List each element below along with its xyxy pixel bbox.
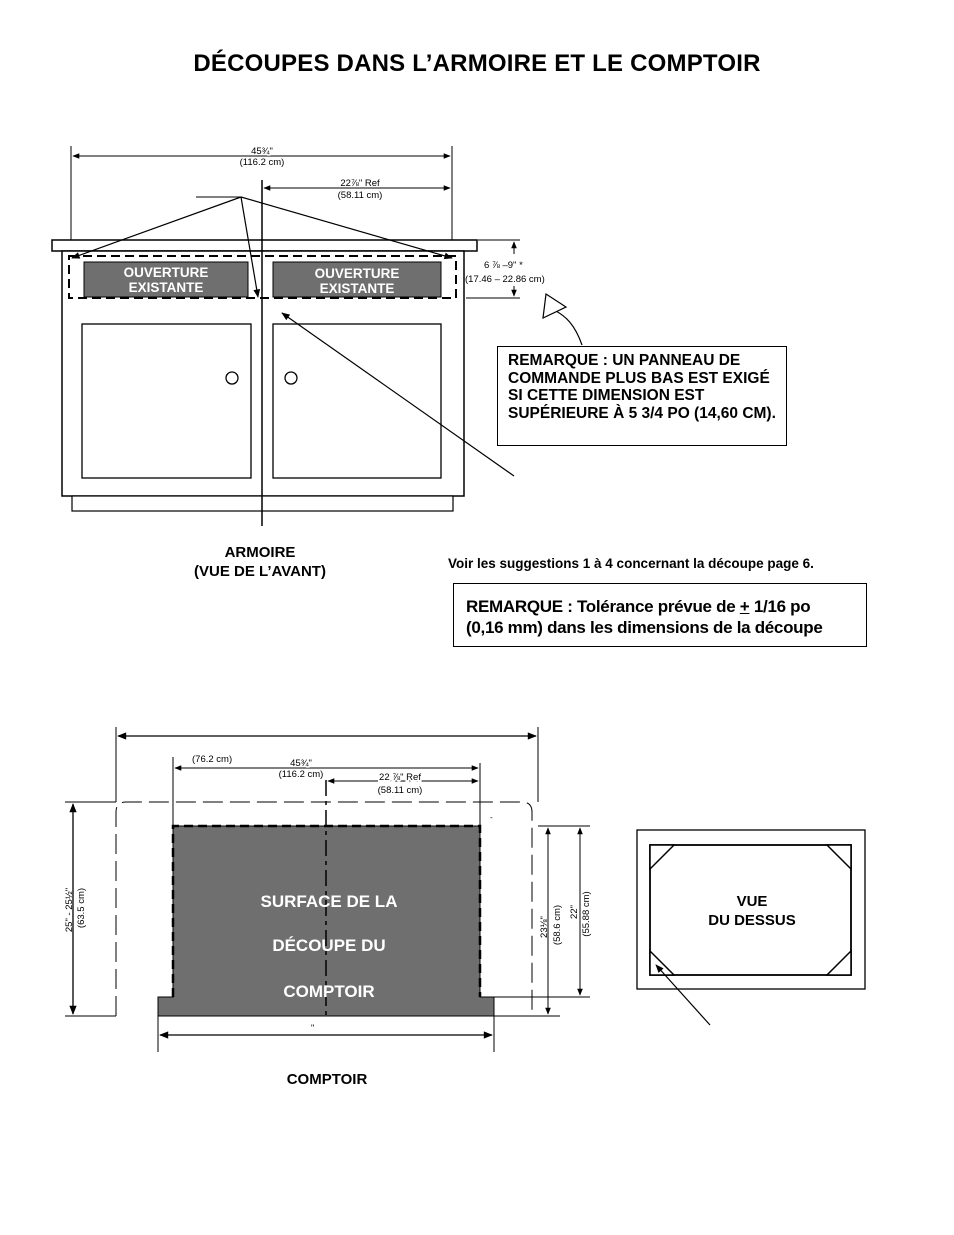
note-lower-control-panel: REMARQUE : UN PANNEAU DE COMMANDE PLUS BAS EST EXIGÉ SI CETTE DIMENSION EST SUPÉRIEURE À 5 3/4 PO (14,60 CM). [497,346,787,446]
counter-bottom-mark: " [311,1023,315,1033]
cabinet-front-view [52,146,582,526]
counter-cut-depth-label: 23⅛" [539,916,550,938]
counter-ref-label: 22 ⅞" Ref [379,772,421,783]
svg-text:-: - [490,813,493,822]
cabinet-width-label: 45¾" [251,146,273,157]
tolerance-prefix: REMARQUE : Tolérance prévue de [466,597,740,616]
cabinet-height-cm: (17.46 – 22.86 cm) [465,274,545,285]
counter-label: COMPTOIR [286,1071,368,1088]
page-title: DÉCOUPES DANS L’ARMOIRE ET LE COMPTOIR [193,50,761,77]
cabinet-door-right [273,324,441,478]
opening-left-line2: EXISTANTE [128,280,204,295]
tolerance-line2: (0,16 mm) dans les dimensions de la découpe [466,618,823,637]
cutout-text-line2: DÉCOUPE DU [272,936,386,955]
opening-right-line2: EXISTANTE [319,281,395,296]
cabinet-door-left [82,324,251,478]
top-view-box [637,830,865,1025]
cabinet-label-line1: ARMOIRE [224,544,296,561]
top-view-label-line2: DU DESSUS [708,912,796,929]
counter-22-cm: (55.88 cm) [581,891,592,937]
counter-ref-cm: (58.11 cm) [377,785,423,796]
note-pointer-arrow [554,310,582,345]
counter-view [64,727,592,1052]
cutout-text-line3: COMPTOIR [283,982,375,1001]
cabinet-label [190,543,330,581]
counter-depth-label: 25" - 25½" [64,887,75,933]
cabinet-height-label: 6 ⅞ –9" * [484,260,523,271]
opening-right-line1: OUVERTURE [314,266,400,281]
cutout-text-line1: SURFACE DE LA [260,892,398,911]
door-knob-right [285,372,297,384]
tolerance-suffix: 1/16 po [749,597,811,616]
opening-left-line1: OUVERTURE [123,265,209,280]
cabinet-ref-cm: (58.11 cm) [337,190,383,201]
tolerance-plusminus: + [739,597,750,616]
note-pointer-arrowhead [543,294,566,318]
counter-22-label: 22" [569,905,580,919]
counter-cut-depth-cm: (58.6 cm) [552,904,563,946]
note-tolerance [453,583,867,647]
cutout-suggestions-reference: Voir les suggestions 1 à 4 concernant la découpe page 6. [448,556,814,571]
counter-depth-cm: (63.5 cm) [76,887,87,929]
door-knob-left [226,372,238,384]
counter-width-cm: (116.2 cm) [278,769,324,780]
counter-dim-76: (76.2 cm) [192,754,233,765]
counter-width-label: 45¾" [290,758,312,769]
cabinet-label-line2: (VUE DE L’AVANT) [194,563,326,580]
cabinet-ref-label: 22⅞" Ref [340,178,380,189]
cabinet-width-cm: (116.2 cm) [239,157,285,168]
top-view-label-line1: VUE [736,893,768,910]
